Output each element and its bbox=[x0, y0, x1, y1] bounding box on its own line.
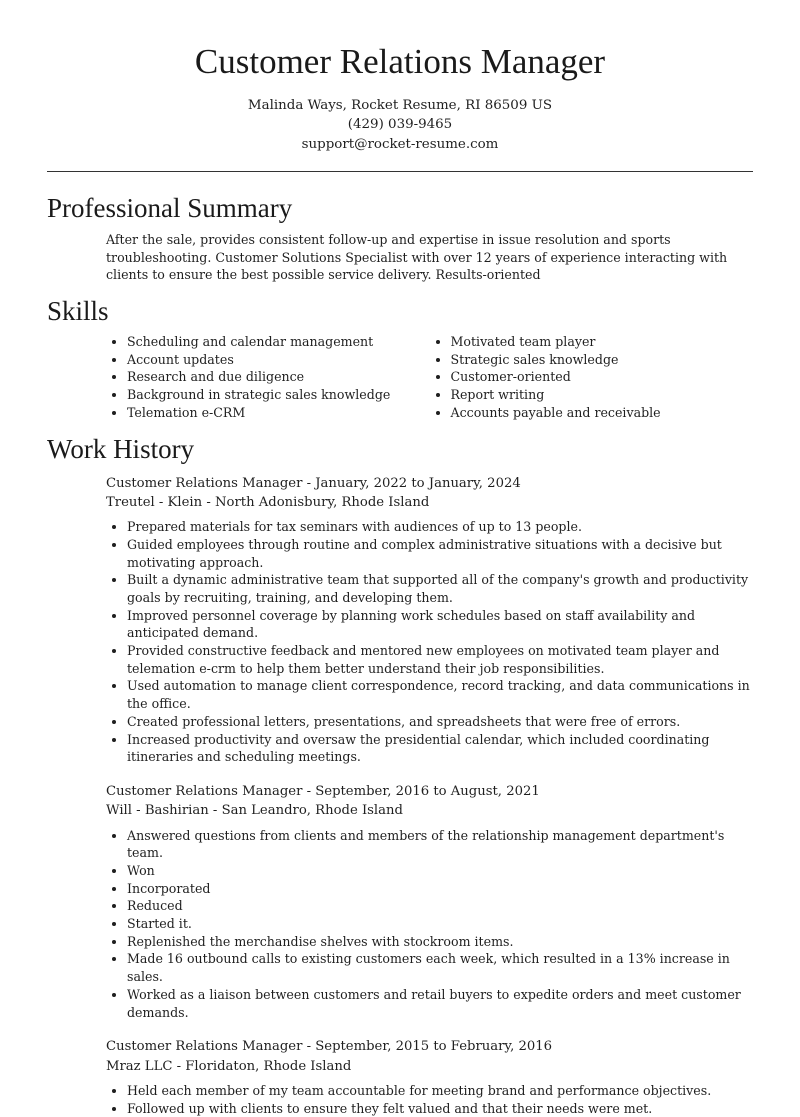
company-location: - North Adonisbury, Rhode Island bbox=[202, 494, 430, 510]
address-text: Malinda Ways, Rocket Resume, RI 86509 US bbox=[247, 98, 553, 113]
skill-item: • Telemation e-CRM bbox=[127, 404, 430, 422]
job-company-line bbox=[106, 493, 753, 512]
job-title-line: Customer Relations Manager - September, 2016 to August, 2021 bbox=[106, 783, 540, 799]
list-item: • Won bbox=[127, 862, 753, 880]
resume-header bbox=[0, 0, 800, 154]
skill-item: • Research and due diligence bbox=[127, 368, 430, 386]
list-item: • Followed up with clients to ensure they felt valued and that their needs were met. bbox=[127, 1100, 753, 1117]
list-item: • Held each member of my team accountable for meeting brand and performance objectives. bbox=[127, 1082, 753, 1100]
skills-section bbox=[0, 295, 800, 422]
list-item: • Replenished the merchandise shelves with stockroom items. bbox=[127, 933, 753, 951]
job-company-line bbox=[106, 801, 753, 820]
skill-item: • Accounts payable and receivable bbox=[451, 404, 754, 422]
company-name: Will - Bashirian bbox=[106, 803, 209, 819]
phone-text: (429) 039-9465 bbox=[347, 117, 453, 133]
skill-item: • Customer-oriented bbox=[451, 368, 754, 386]
list-item: • Built a dynamic administrative team that supported all of the company's growth and productivity goals by recruiting, training, and developing them. bbox=[127, 571, 753, 606]
skill-item: • Scheduling and calendar management bbox=[127, 333, 430, 351]
work-history-heading: Work History bbox=[47, 433, 195, 464]
list-item: • Answered questions from clients and members of the relationship management department's team. bbox=[127, 827, 753, 862]
header-divider bbox=[47, 171, 753, 172]
list-item: • Worked as a liaison between customers and retail buyers to expedite orders and meet customer demands. bbox=[127, 986, 753, 1021]
work-history-section bbox=[0, 433, 800, 1117]
job-bullets bbox=[106, 1082, 753, 1117]
job-title-line: Customer Relations Manager - September, 2015 to February, 2016 bbox=[106, 1039, 553, 1055]
job-bullets bbox=[106, 518, 753, 766]
list-item: • Created professional letters, presentations, and spreadsheets that were free of errors. bbox=[127, 713, 753, 731]
skills-columns bbox=[106, 333, 753, 422]
list-item: • Made 16 outbound calls to existing customers each week, which resulted in a 13% increase in sales. bbox=[127, 950, 753, 985]
summary-section bbox=[0, 192, 800, 284]
skills-heading: Skills bbox=[47, 296, 109, 326]
job-entry bbox=[106, 782, 753, 1021]
list-item: • Guided employees through routine and complex administrative situations with a decisive but motivating approach. bbox=[127, 536, 753, 571]
list-item: • Used automation to manage client correspondence, record tracking, and data communications in the office. bbox=[127, 677, 753, 712]
contact-block bbox=[0, 96, 800, 154]
company-location: - Floridaton, Rhode Island bbox=[172, 1058, 352, 1074]
job-title-line: Customer Relations Manager - January, 2022 to January, 2024 bbox=[106, 475, 521, 491]
list-item: • Provided constructive feedback and mentored new employees on motivated team player and telemation e-crm to help them better understand their job responsibilities. bbox=[127, 642, 753, 677]
skill-item: • Account updates bbox=[127, 351, 430, 369]
job-entry bbox=[106, 474, 753, 766]
skill-item: • Background in strategic sales knowledge bbox=[127, 386, 430, 404]
company-location: - San Leandro, Rhode Island bbox=[208, 803, 403, 819]
skills-list-left bbox=[106, 333, 430, 422]
company-name: Mraz LLC bbox=[106, 1058, 173, 1074]
list-item: • Started it. bbox=[127, 915, 753, 933]
company-name: Treutel - Klein bbox=[106, 494, 203, 510]
job-entry bbox=[106, 1037, 753, 1117]
list-item: • Prepared materials for tax seminars with audiences of up to 13 people. bbox=[127, 518, 753, 536]
job-company-line bbox=[106, 1057, 753, 1076]
email-text: support@rocket-resume.com bbox=[301, 136, 499, 152]
list-item: • Reduced bbox=[127, 897, 753, 915]
skills-list-right bbox=[430, 333, 754, 422]
summary-text: After the sale, provides consistent follow-up and expertise in issue resolution and sports troubleshooting. Customer Solutions Specialist with over 12 years of experience interacting with clients to ensure the best possible service delivery. Results-oriented bbox=[106, 231, 728, 283]
skill-item: • Motivated team player bbox=[451, 333, 754, 351]
skill-item: • Report writing bbox=[451, 386, 754, 404]
job-bullets bbox=[106, 827, 753, 1022]
page-title: Customer Relations Manager bbox=[194, 42, 606, 81]
summary-heading: Professional Summary bbox=[47, 192, 293, 223]
list-item: • Improved personnel coverage by planning work schedules based on staff availability and anticipated demand. bbox=[127, 607, 753, 642]
list-item: • Incorporated bbox=[127, 880, 753, 898]
skill-item: • Strategic sales knowledge bbox=[451, 351, 754, 369]
list-item: • Increased productivity and oversaw the presidential calendar, which included coordinating itineraries and scheduling meetings. bbox=[127, 731, 753, 766]
